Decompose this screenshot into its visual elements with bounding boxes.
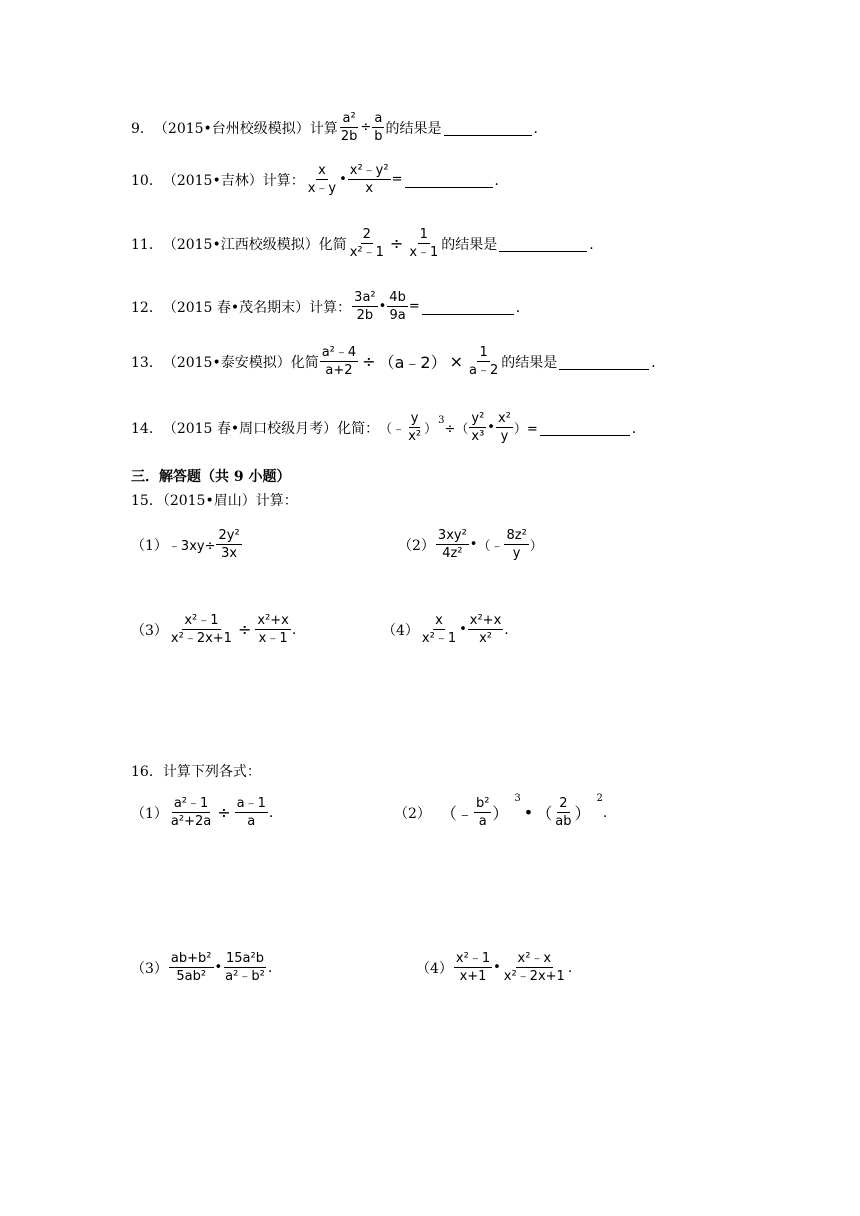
- answer-blank[interactable]: [540, 419, 630, 436]
- numerator: x²﹣y²: [349, 163, 389, 178]
- denominator: ab: [555, 814, 572, 829]
- fraction: [474, 795, 491, 830]
- equals-sign: =: [391, 172, 403, 187]
- numerator: x²+x: [469, 613, 502, 628]
- denominator: x²﹣2x+1: [503, 969, 565, 984]
- parenthesis-expression: （a﹣2）: [378, 353, 447, 372]
- exponent: 2: [596, 793, 603, 804]
- denominator: a﹣2: [468, 363, 499, 378]
- part-label: （3）: [131, 960, 168, 977]
- operator: ÷: [389, 234, 404, 253]
- fraction: [454, 950, 492, 985]
- period: .: [268, 804, 274, 821]
- part-label: （2）: [394, 805, 431, 822]
- numerator: 3a²: [354, 290, 376, 305]
- denominator: y: [500, 429, 509, 444]
- answer-blank[interactable]: [444, 119, 532, 136]
- numerator: y²: [471, 411, 485, 426]
- fraction: [348, 226, 386, 261]
- denominator: x²: [408, 429, 422, 444]
- numerator: y: [410, 411, 419, 426]
- question-16-part-3: [131, 950, 272, 985]
- question-verb: 化简：: [337, 420, 380, 437]
- question-number: 11．: [131, 236, 163, 253]
- numerator: x²: [497, 411, 511, 426]
- question-13: [131, 344, 665, 379]
- question-tail: 的结果是: [441, 236, 498, 253]
- denominator: x+1: [459, 969, 487, 984]
- answer-blank[interactable]: [499, 235, 587, 252]
- denominator: x﹣1: [409, 245, 439, 260]
- question-title: 15．（2015•眉山）计算：: [131, 493, 298, 509]
- denominator: a²﹣b²: [225, 969, 265, 984]
- fraction: [496, 410, 513, 445]
- period: ．: [631, 420, 646, 437]
- fraction: [320, 344, 358, 379]
- numerator: 2: [559, 796, 568, 811]
- numerator: b²: [475, 796, 490, 811]
- question-16-part-2: [394, 795, 607, 830]
- numerator: a²﹣4: [321, 345, 357, 360]
- fraction: [352, 289, 377, 324]
- denominator: x³: [471, 429, 485, 444]
- numerator: x²﹣1: [184, 613, 219, 628]
- operator: ×: [449, 352, 463, 371]
- numerator: x²+x: [257, 613, 289, 628]
- numerator: 15a²b: [226, 951, 264, 966]
- fraction: [339, 110, 360, 145]
- question-15-part-4: [382, 612, 509, 647]
- denominator: x²﹣1: [349, 245, 384, 260]
- fraction: [306, 162, 338, 197]
- denominator: 3x: [221, 546, 238, 561]
- fraction: [169, 795, 213, 830]
- denominator: x﹣y: [307, 181, 337, 196]
- denominator: 2b: [340, 129, 358, 144]
- question-verb: 计算: [309, 120, 338, 137]
- close-paren-equals: ）=: [513, 422, 538, 437]
- period: ．: [589, 236, 604, 253]
- part-label: （1）: [131, 805, 168, 822]
- denominator: 4z²: [442, 546, 463, 561]
- question-15-part-1: [131, 527, 243, 562]
- numerator: a﹣1: [236, 796, 266, 811]
- operator: ÷: [237, 620, 252, 639]
- numerator: 2: [362, 227, 371, 242]
- fraction: [223, 950, 267, 985]
- answer-blank[interactable]: [422, 298, 514, 315]
- numerator: ab+b²: [170, 951, 212, 966]
- equals-sign: =: [408, 299, 420, 314]
- question-9: [131, 110, 548, 145]
- numerator: 4b: [389, 290, 406, 305]
- open-paren: （﹣: [477, 539, 504, 554]
- fraction: [420, 612, 458, 647]
- question-number: 13．: [131, 354, 163, 371]
- question-verb: 化简: [318, 236, 347, 253]
- operator: •: [493, 960, 501, 975]
- question-verb: 计算：: [309, 299, 352, 316]
- answer-blank[interactable]: [559, 353, 649, 370]
- question-10: [131, 162, 509, 197]
- question-15-part-3: [131, 612, 296, 647]
- operator: •: [459, 622, 467, 637]
- question-number: 9．: [131, 120, 154, 137]
- numerator: 8z²: [506, 528, 527, 543]
- question-source: （2015 春•茂名期末）: [162, 299, 310, 316]
- operator: •: [378, 299, 387, 314]
- numerator: a²﹣1: [173, 796, 209, 811]
- question-verb: 计算：: [262, 172, 305, 189]
- question-number: 12．: [131, 299, 163, 316]
- numerator: 2y²: [218, 528, 240, 543]
- operator: ÷: [362, 352, 376, 371]
- fraction: [469, 410, 486, 445]
- question-source: （2015•吉林）: [162, 172, 263, 189]
- question-number: 14．: [131, 420, 163, 437]
- fraction: [348, 162, 391, 197]
- numerator: x²﹣x: [517, 951, 552, 966]
- operator: ÷: [360, 120, 372, 135]
- period: ．: [515, 299, 530, 316]
- question-number: 10．: [131, 172, 163, 189]
- numerator: 1: [479, 345, 488, 360]
- period: ．: [494, 172, 509, 189]
- operator: ÷（: [444, 422, 469, 437]
- question-verb: 化简: [290, 354, 319, 371]
- fraction: [216, 527, 241, 562]
- numerator: 3xy²: [437, 528, 467, 543]
- question-15-title: [131, 490, 298, 510]
- close-paren: ）: [529, 539, 543, 554]
- question-source: （2015•泰安模拟）: [162, 354, 291, 371]
- denominator: x﹣1: [258, 631, 288, 646]
- period: .: [567, 959, 573, 976]
- denominator: 9a: [389, 308, 406, 323]
- denominator: x²: [479, 631, 492, 646]
- denominator: a+2: [325, 363, 353, 378]
- fraction: [387, 289, 408, 324]
- part-label: （1）: [131, 537, 168, 554]
- exponent: 3: [514, 793, 521, 804]
- part-label: （2）: [398, 537, 435, 554]
- fraction: [553, 795, 573, 830]
- question-14: [131, 410, 646, 445]
- question-12: [131, 289, 530, 324]
- question-source: （2015•江西校级模拟）: [162, 236, 319, 253]
- period: .: [267, 959, 273, 976]
- question-11: [131, 226, 603, 261]
- numerator: x: [435, 613, 443, 628]
- numerator: x²﹣1: [455, 951, 491, 966]
- part-label: （4）: [416, 960, 453, 977]
- question-16-part-1: [131, 795, 273, 830]
- close-paren: ）: [574, 804, 591, 823]
- exponent: 3: [438, 415, 445, 426]
- denominator: x²﹣2x+1: [170, 631, 232, 646]
- fraction: [502, 950, 567, 985]
- period: .: [504, 621, 509, 638]
- question-source: （2015 春•周口校级月考）: [162, 420, 338, 437]
- question-tail: 的结果是: [385, 120, 442, 137]
- fraction: [436, 527, 469, 562]
- fraction: [467, 344, 500, 379]
- operator: •: [523, 803, 534, 822]
- fraction: [504, 527, 528, 562]
- denominator: 2b: [356, 308, 374, 323]
- answer-blank[interactable]: [405, 171, 493, 188]
- fraction: [169, 612, 234, 647]
- numerator: a²: [342, 111, 356, 126]
- period: .: [602, 804, 608, 821]
- fraction: [468, 612, 504, 647]
- fraction: [255, 612, 291, 647]
- open-paren: （: [536, 804, 553, 823]
- denominator: a²+2a: [170, 814, 212, 829]
- period: ．: [533, 120, 548, 137]
- numerator: x: [318, 163, 326, 178]
- fraction: [406, 410, 423, 445]
- operator: •: [339, 172, 347, 187]
- section-title: 三．解答题（共 9 小题）: [131, 469, 291, 485]
- question-15-part-2: [398, 527, 543, 562]
- open-paren: （﹣: [440, 804, 473, 823]
- denominator: b: [374, 129, 383, 144]
- denominator: x: [365, 181, 374, 196]
- fraction: [235, 795, 268, 830]
- question-tail: 的结果是: [501, 354, 558, 371]
- close-paren: ）: [492, 804, 509, 823]
- denominator: x²﹣1: [421, 631, 457, 646]
- denominator: 5ab²: [176, 969, 207, 984]
- period: ．: [651, 354, 666, 371]
- part-label: （3）: [131, 622, 168, 639]
- fraction: [407, 226, 440, 261]
- question-source: （2015•台州校级模拟）: [153, 120, 310, 137]
- denominator: a: [478, 814, 487, 829]
- fraction: [169, 950, 214, 985]
- denominator: a: [247, 814, 256, 829]
- expression-lead: ﹣3xy÷: [167, 539, 216, 554]
- operator: •: [487, 420, 495, 435]
- close-paren: ）: [424, 422, 438, 437]
- operator: •: [214, 960, 223, 975]
- denominator: y: [512, 546, 521, 561]
- operator: •: [469, 537, 478, 552]
- question-16-part-4: [416, 950, 572, 985]
- section-heading: [131, 466, 291, 486]
- part-label: （4）: [382, 622, 419, 639]
- operator: ÷: [217, 803, 231, 822]
- question-title: 16．计算下列各式：: [131, 764, 261, 780]
- open-paren: （﹣: [379, 422, 406, 437]
- numerator: 1: [419, 227, 428, 242]
- fraction: [372, 110, 384, 145]
- numerator: a: [374, 111, 383, 126]
- period: .: [291, 621, 297, 638]
- question-16-title: [131, 761, 261, 781]
